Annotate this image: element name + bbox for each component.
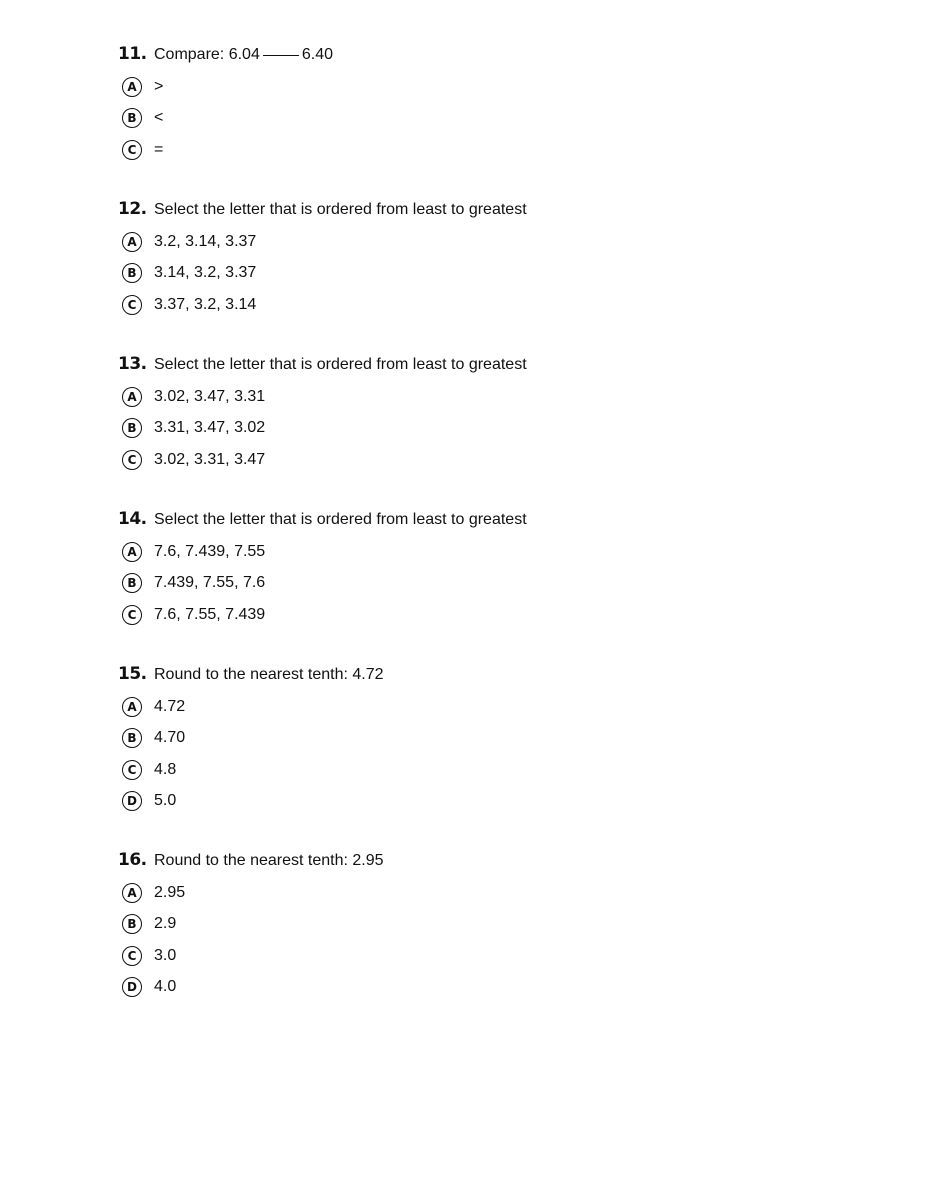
bubble-a-icon[interactable]: A xyxy=(122,697,142,717)
option-text: < xyxy=(154,109,164,127)
question-16 xyxy=(118,850,818,1003)
question-number: 14. xyxy=(118,509,147,529)
option-b[interactable] xyxy=(118,413,818,445)
question-prompt: Round to the nearest tenth: 2.95 xyxy=(154,852,384,869)
option-text: 3.02, 3.47, 3.31 xyxy=(154,387,266,405)
option-text: 3.31, 3.47, 3.02 xyxy=(154,419,266,437)
bubble-b-icon[interactable]: B xyxy=(122,914,142,934)
answer-blank xyxy=(263,55,299,56)
option-b[interactable] xyxy=(118,258,818,290)
option-text: 2.95 xyxy=(154,883,186,901)
question-prompt: Select the letter that is ordered from least to greatest xyxy=(154,511,527,528)
question-prompt: Select the letter that is ordered from least to greatest xyxy=(154,201,527,218)
option-text: 7.439, 7.55, 7.6 xyxy=(154,574,266,592)
option-text: 3.02, 3.31, 3.47 xyxy=(154,450,266,468)
option-a[interactable] xyxy=(118,381,818,413)
option-a[interactable] xyxy=(118,71,818,103)
option-text: 4.70 xyxy=(154,729,186,747)
question-header xyxy=(118,509,818,533)
question-15 xyxy=(118,664,818,817)
option-text: 2.9 xyxy=(154,915,177,933)
option-text: 7.6, 7.439, 7.55 xyxy=(154,542,266,560)
option-d[interactable] xyxy=(118,972,818,1004)
question-number: 13. xyxy=(118,354,147,374)
bubble-c-icon[interactable]: C xyxy=(122,760,142,780)
bubble-b-icon[interactable]: B xyxy=(122,418,142,438)
option-text: 3.2, 3.14, 3.37 xyxy=(154,232,257,250)
option-text: 4.72 xyxy=(154,697,186,715)
bubble-c-icon[interactable]: C xyxy=(122,946,142,966)
bubble-c-icon[interactable]: C xyxy=(122,140,142,160)
bubble-a-icon[interactable]: A xyxy=(122,77,142,97)
option-text: 4.0 xyxy=(154,978,177,996)
question-number: 11. xyxy=(118,44,147,64)
question-header xyxy=(118,44,818,68)
question-11 xyxy=(118,44,818,166)
bubble-b-icon[interactable]: B xyxy=(122,263,142,283)
option-b[interactable] xyxy=(118,723,818,755)
bubble-b-icon[interactable]: B xyxy=(122,728,142,748)
question-number: 16. xyxy=(118,850,147,870)
question-prompt xyxy=(154,46,333,64)
question-prompt: Select the letter that is ordered from least to greatest xyxy=(154,356,527,373)
option-c[interactable] xyxy=(118,940,818,972)
answer-options xyxy=(118,381,818,476)
question-number: 15. xyxy=(118,664,147,684)
option-d[interactable] xyxy=(118,786,818,818)
option-a[interactable] xyxy=(118,226,818,258)
bubble-d-icon[interactable]: D xyxy=(122,977,142,997)
bubble-b-icon[interactable]: B xyxy=(122,573,142,593)
option-c[interactable] xyxy=(118,599,818,631)
option-text: 3.37, 3.2, 3.14 xyxy=(154,295,257,313)
bubble-b-icon[interactable]: B xyxy=(122,108,142,128)
option-a[interactable] xyxy=(118,877,818,909)
answer-options xyxy=(118,71,818,166)
option-text: > xyxy=(154,77,164,95)
question-header xyxy=(118,199,818,223)
bubble-a-icon[interactable]: A xyxy=(122,542,142,562)
option-c[interactable] xyxy=(118,289,818,321)
question-number: 12. xyxy=(118,199,147,219)
question-header xyxy=(118,354,818,378)
question-13 xyxy=(118,354,818,476)
option-b[interactable] xyxy=(118,103,818,135)
option-c[interactable] xyxy=(118,134,818,166)
option-text: 5.0 xyxy=(154,792,177,810)
option-text: 7.6, 7.55, 7.439 xyxy=(154,605,266,623)
option-a[interactable] xyxy=(118,691,818,723)
option-b[interactable] xyxy=(118,909,818,941)
question-14 xyxy=(118,509,818,631)
question-header xyxy=(118,664,818,688)
option-text: 3.0 xyxy=(154,946,177,964)
option-text: 4.8 xyxy=(154,760,177,778)
bubble-c-icon[interactable]: C xyxy=(122,295,142,315)
question-prompt: Round to the nearest tenth: 4.72 xyxy=(154,666,384,683)
answer-options xyxy=(118,536,818,631)
option-a[interactable] xyxy=(118,536,818,568)
option-text: 3.14, 3.2, 3.37 xyxy=(154,264,257,282)
answer-options xyxy=(118,691,818,817)
bubble-c-icon[interactable]: C xyxy=(122,450,142,470)
question-12 xyxy=(118,199,818,321)
bubble-a-icon[interactable]: A xyxy=(122,883,142,903)
option-c[interactable] xyxy=(118,444,818,476)
answer-options xyxy=(118,226,818,321)
prompt-before-blank: Compare: 6.04 xyxy=(154,46,260,63)
bubble-d-icon[interactable]: D xyxy=(122,791,142,811)
option-b[interactable] xyxy=(118,568,818,600)
bubble-a-icon[interactable]: A xyxy=(122,387,142,407)
bubble-c-icon[interactable]: C xyxy=(122,605,142,625)
question-header xyxy=(118,850,818,874)
option-text: = xyxy=(154,140,164,158)
prompt-after-blank: 6.40 xyxy=(301,46,333,63)
bubble-a-icon[interactable]: A xyxy=(122,232,142,252)
option-c[interactable] xyxy=(118,754,818,786)
answer-options xyxy=(118,877,818,1003)
